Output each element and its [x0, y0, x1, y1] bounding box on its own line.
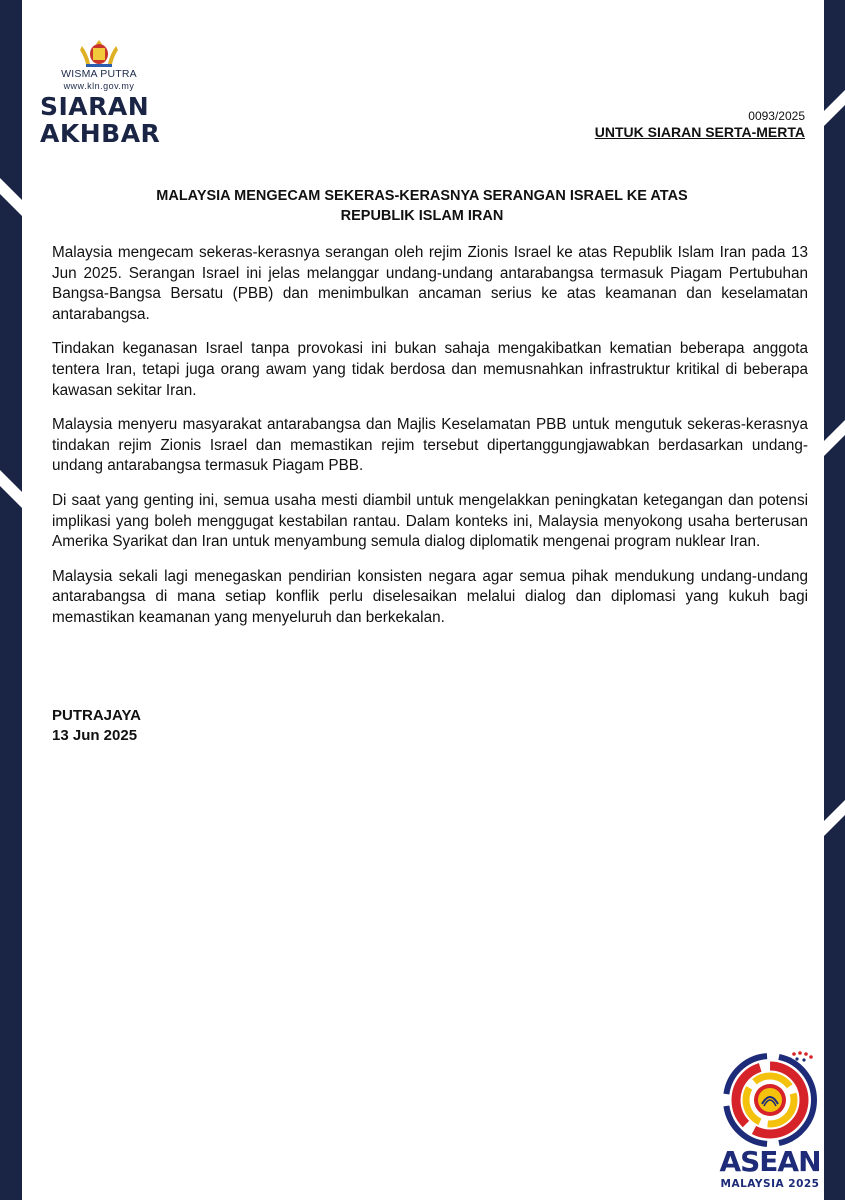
paragraph-4: Di saat yang genting ini, semua usaha mesti diambil untuk mengelakkan peningkatan ketegangan dan potensi implikasi yang boleh menggugat kestabilan rantau. Dalam konteks ini, Malaysia menyokong usaha berterusan Amerika Syarikat dan Iran untuk menyambung semula dialog diplomatik mengenai program nuklear Iran. [52, 491, 808, 551]
paragraph-2: Tindakan keganasan Israel tanpa provokasi ini bukan sahaja mengakibatkan kematian beberapa anggota tentera Iran, tetapi juga orang awam yang tidak berdosa dan memusnahkan infrastruktur kritikal di beberapa kawasan sekitar Iran. [52, 340, 808, 399]
paragraph-5: Malaysia sekali lagi menegaskan pendirian konsisten negara agar semua pihak mendukung undang-undang antarabangsa di mana setiap konflik perlu diselesaikan melalui dialog dan diplomasi yang kukuh bagi memastikan keamanan yang menyeluruh dan berkekalan. [52, 567, 808, 626]
title-line2: REPUBLIK ISLAM IRAN [340, 208, 504, 224]
reference-number: 0093/2025 [748, 109, 805, 123]
title-line1: MALAYSIA MENGECAM SEKERAS-KERASNYA SERANGAN ISRAEL KE ATAS [156, 188, 688, 204]
asean-subtitle: MALAYSIA 2025 [720, 1178, 820, 1190]
signoff-place: PUTRAJAYA [52, 707, 141, 724]
paragraph-3: Malaysia menyeru masyarakat antarabangsa dan Majlis Keselamatan PBB untuk mengutuk sekeras-kerasnya tindakan rejim Zionis Israel dan memastikan rejim tersebut dipertanggungjawabkan berdasarkan undang-undang antarabangsa termasuk Piagam PBB. [52, 416, 808, 475]
release-type-label [40, 93, 180, 147]
release-type-line2: AKHBAR [40, 119, 161, 148]
body-text [52, 243, 808, 643]
paragraph-1: Malaysia mengecam sekeras-kerasnya serangan oleh rejim Zionis Israel ke atas Republik Islam Iran pada 13 Jun 2025. Serangan Israel ini jelas melanggar undang-undang antarabangsa termasuk Piagam Pertubuhan Bangsa-Bangsa Bersatu (PBB) dan menimbulkan ancaman serius ke atas keamanan dan keselamatan antarabangsa. [52, 244, 808, 323]
asean-logo-icon [720, 1048, 820, 1148]
asean-wordmark: ASEAN [719, 1145, 821, 1178]
release-type-line1: SIARAN [40, 92, 150, 121]
document-title [52, 186, 792, 226]
signoff-date: 13 Jun 2025 [52, 727, 138, 744]
ministry-website: www.kln.gov.my [63, 81, 135, 91]
release-status: UNTUK SIARAN SERTA-MERTA [594, 124, 805, 140]
coat-of-arms-icon [78, 38, 120, 68]
ministry-name: WISMA PUTRA [61, 68, 137, 80]
